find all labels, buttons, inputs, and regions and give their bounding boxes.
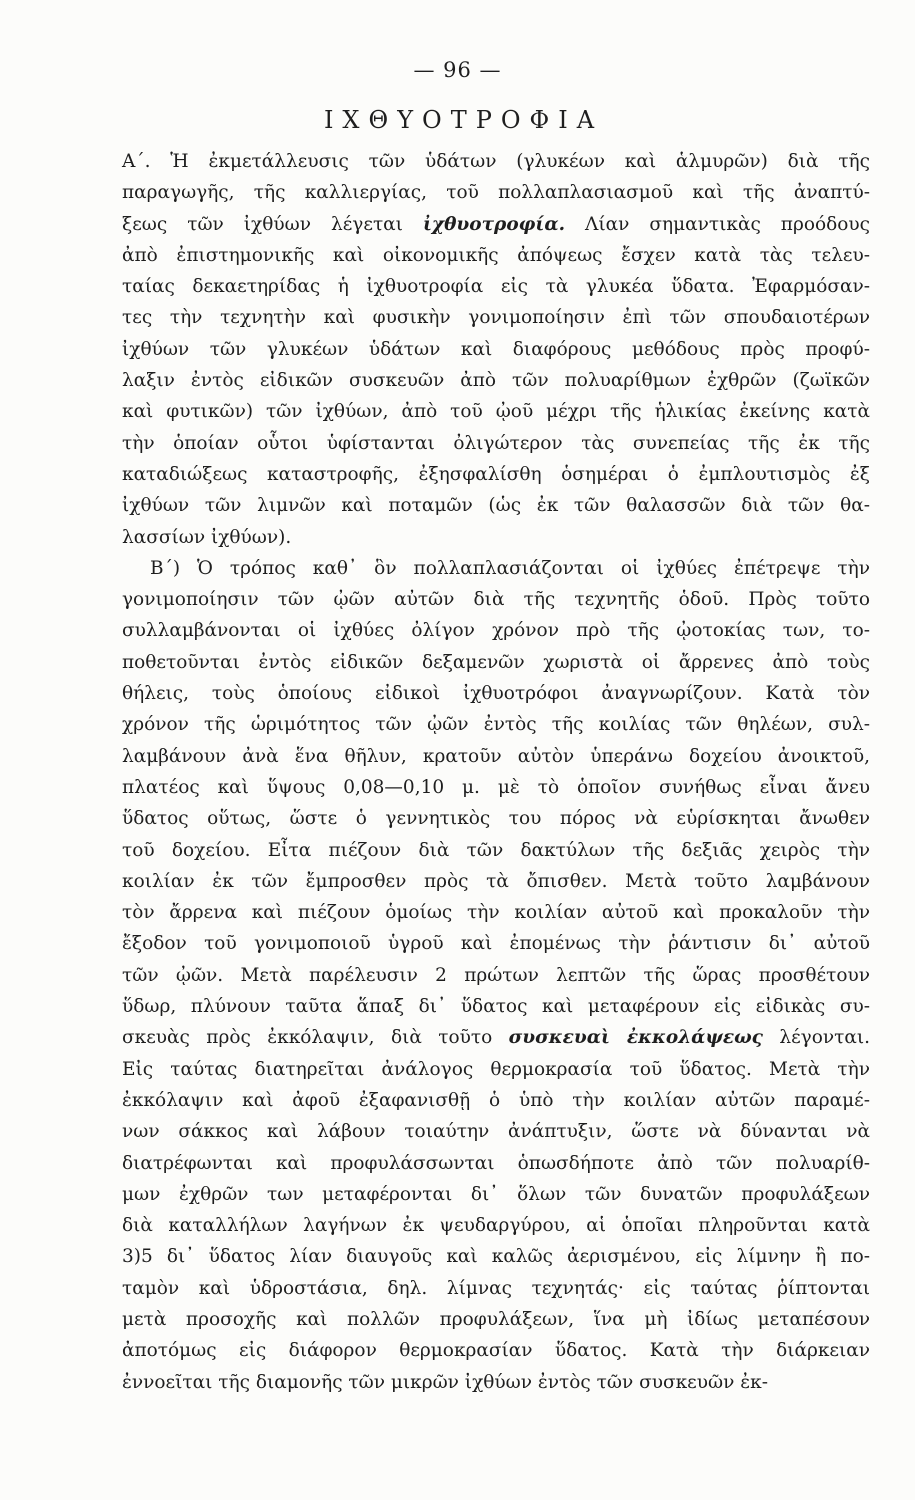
text-segment: ἰχθύων τῶν λιμνῶν καὶ ποταμῶν (ὡς ἐκ τῶν θαλασσῶν διὰ τῶν θα- — [122, 495, 870, 517]
text-line — [122, 1210, 870, 1241]
text-line — [122, 177, 870, 208]
text-line — [122, 772, 870, 803]
text-segment: μων ἐχθρῶν των μεταφέρονται δι᾽ ὅλων τῶν δυνατῶν προφυλάξεων — [122, 1183, 870, 1205]
text-segment: Α΄. Ἡ ἐκμετάλλευσις τῶν ὑδάτων (γλυκέων καὶ ἁλμυρῶν) διὰ τῆς — [122, 151, 870, 172]
text-segment: παραγωγῆς, τῆς καλλιεργίας, τοῦ πολλαπλασιασμοῦ καὶ τῆς ἀναπτύ- — [122, 182, 870, 204]
text-segment: ἔξοδον τοῦ γονιμοποιοῦ ὑγροῦ καὶ ἐπομένως τὴν ῥάντισιν δι᾽ αὐτοῦ — [122, 933, 870, 955]
text-line — [122, 741, 870, 772]
text-line — [122, 584, 870, 615]
page-title: ΙΧΘΥΟΤΡΟΦΙΑ — [323, 106, 604, 134]
text-segment: διατρέφωνται καὶ προφυλάσσωνται ὁπωσδήποτε ἀπὸ τῶν πολυαρίθ- — [122, 1152, 870, 1174]
text-line — [122, 1085, 870, 1116]
text-segment: ταίας δεκαετηρίδας ἡ ἰχθυοτροφία εἰς τὰ γλυκέα ὕδατα. Ἐφαρμόσαν- — [122, 276, 870, 298]
text-line — [122, 928, 870, 959]
text-line — [122, 1179, 870, 1210]
text-segment: τες τὴν τεχνητὴν καὶ φυσικὴν γονιμοποίησιν ἐπὶ τῶν σπουδαιοτέρων — [122, 307, 870, 329]
text-line — [122, 1367, 870, 1398]
text-line — [122, 991, 870, 1022]
text-line — [122, 334, 870, 365]
text-segment: λαμβάνουν ἀνὰ ἕνα θῆλυν, κρατοῦν αὐτὸν ὑπεράνω δοχείου ἀνοικτοῦ, — [122, 745, 870, 767]
text-segment: λασσίων ἰχθύων). — [122, 526, 292, 548]
text-segment: τὴν ὁποίαν οὗτοι ὑφίστανται ὀλιγώτερον τὰς συνεπείας τῆς ἐκ τῆς — [122, 432, 870, 454]
text-line — [122, 803, 870, 834]
text-segment: τῶν ᾠῶν. Μετὰ παρέλευσιν 2 πρώτων λεπτῶν τῆς ὥρας προσθέτουν — [122, 964, 870, 986]
text-line — [122, 396, 870, 427]
text-line — [122, 1022, 870, 1053]
text-segment: χρόνον τῆς ὡριμότητος τῶν ᾠῶν ἐντὸς τῆς κοιλίας τῶν θηλέων, συλ- — [122, 714, 870, 736]
text-line — [122, 1273, 870, 1304]
emphasized-term: συσκευαὶ ἐκκολάψεως — [508, 1027, 763, 1049]
text-line — [122, 146, 870, 177]
page-number: — 96 — — [413, 58, 502, 82]
text-line — [122, 678, 870, 709]
text-segment: 3)5 δι᾽ ὕδατος λίαν διαυγοῦς καὶ καλῶς ἀερισμένου, εἰς λίμνην ἢ πο- — [122, 1246, 870, 1268]
text-segment: γονιμοποίησιν τῶν ᾠῶν αὐτῶν διὰ τῆς τεχνητῆς ὁδοῦ. Πρὸς τοῦτο — [122, 589, 870, 611]
text-line — [122, 835, 870, 866]
text-line — [122, 1054, 870, 1085]
text-segment: θήλεις, τοὺς ὁποίους εἰδικοὶ ἰχθυοτρόφοι ἀναγνωρίζουν. Κατὰ τὸν — [122, 683, 870, 705]
text-segment: Λίαν σημαντικὰς προόδους — [565, 213, 871, 235]
text-segment: πλατέος καὶ ὕψους 0,08—0,10 μ. μὲ τὸ ὁποῖον συνήθως εἶναι ἄνευ — [122, 776, 870, 798]
text-line — [122, 1148, 870, 1179]
text-segment: ἐννοεῖται τῆς διαμονῆς τῶν μικρῶν ἰχθύων ἐντὸς τῶν συσκευῶν ἐκ- — [122, 1371, 768, 1393]
text-line — [122, 271, 870, 302]
text-line — [122, 553, 870, 584]
emphasized-term: ἰχθυοτροφία. — [422, 213, 566, 235]
text-segment: συλλαμβάνονται οἱ ἰχθύες ὀλίγον χρόνον πρὸ τῆς ᾠοτοκίας των, το- — [122, 620, 870, 642]
text-segment: ὕδατος οὕτως, ὥστε ὁ γεννητικὸς του πόρος νὰ εὑρίσκηται ἄνωθεν — [122, 808, 870, 830]
text-line — [122, 709, 870, 740]
text-segment: ἀποτόμως εἰς διάφορον θερμοκρασίαν ὕδατος. Κατὰ τὴν διάρκειαν — [122, 1340, 870, 1362]
text-line — [122, 490, 870, 521]
text-segment: μετὰ προσοχῆς καὶ πολλῶν προφυλάξεων, ἵνα μὴ ἰδίως μεταπέσουν — [122, 1308, 870, 1330]
text-line — [122, 1304, 870, 1335]
text-segment: τοῦ δοχείου. Εἶτα πιέζουν διὰ τῶν δακτύλων τῆς δεξιᾶς χειρὸς τὴν — [122, 839, 870, 861]
text-line — [122, 302, 870, 333]
text-segment: λέγονται. — [762, 1027, 870, 1049]
text-line — [122, 459, 870, 490]
text-line — [122, 615, 870, 646]
text-segment: νων σάκκος καὶ λάβουν τοιαύτην ἀνάπτυξιν, ὥστε νὰ δύνανται νὰ — [122, 1121, 870, 1143]
text-segment: καὶ φυτικῶν) τῶν ἰχθύων, ἀπὸ τοῦ ᾠοῦ μέχρι τῆς ἡλικίας ἐκείνης κατὰ — [122, 401, 870, 423]
text-line — [122, 1335, 870, 1366]
text-segment: διὰ καταλλήλων λαγήνων ἐκ ψευδαργύρου, αἱ ὁποῖαι πληροῦνται κατὰ — [122, 1215, 870, 1237]
text-line — [122, 209, 870, 240]
text-segment: Εἰς ταύτας διατηρεῖται ἀνάλογος θερμοκρασία τοῦ ὕδατος. Μετὰ τὴν — [122, 1058, 870, 1080]
text-line — [122, 240, 870, 271]
text-segment: σκευὰς πρὸς ἐκκόλαψιν, διὰ τοῦτο — [122, 1027, 509, 1049]
text-line — [122, 428, 870, 459]
text-line — [122, 1241, 870, 1272]
text-segment: ὕδωρ, πλύνουν ταῦτα ἅπαξ δι᾽ ὕδατος καὶ μεταφέρουν εἰς εἰδικὰς συ- — [122, 996, 870, 1018]
text-segment: ἰχθύων τῶν γλυκέων ὑδάτων καὶ διαφόρους μεθόδους πρὸς προφύ- — [122, 338, 870, 360]
text-segment: ποθετοῦνται ἐντὸς εἰδικῶν δεξαμενῶν χωριστὰ οἱ ἄρρενες ἀπὸ τοὺς — [122, 651, 870, 673]
text-segment: ἐκκόλαψιν καὶ ἀφοῦ ἐξαφανισθῇ ὁ ὑπὸ τὴν κοιλίαν αὐτῶν παραμέ- — [122, 1089, 870, 1111]
text-line — [122, 365, 870, 396]
text-segment: ταμὸν καὶ ὑδροστάσια, δηλ. λίμνας τεχνητάς· εἰς ταύτας ῥίπτονται — [122, 1277, 870, 1299]
text-segment: καταδιώξεως καταστροφῆς, ἐξησφαλίσθη ὁσημέραι ὁ ἐμπλουτισμὸς ἐξ — [122, 463, 870, 485]
text-line — [122, 522, 870, 553]
text-line — [122, 897, 870, 928]
text-segment: Β΄) Ὁ τρόπος καθ᾽ ὃν πολλαπλασιάζονται οἱ ἰχθύες ἐπέτρεψε τὴν — [150, 557, 870, 579]
text-line — [122, 960, 870, 991]
text-line — [122, 647, 870, 678]
text-segment: κοιλίαν ἐκ τῶν ἔμπροσθεν πρὸς τὰ ὄπισθεν. Μετὰ τοῦτο λαμβάνουν — [122, 870, 870, 892]
text-segment: ξεως τῶν ἰχθύων λέγεται — [122, 213, 423, 235]
text-line — [122, 1116, 870, 1147]
text-segment: ἀπὸ ἐπιστημονικῆς καὶ οἰκονομικῆς ἀπόψεως ἔσχεν κατὰ τὰς τελευ- — [122, 244, 870, 266]
text-segment: τὸν ἄρρενα καὶ πιέζουν ὁμοίως τὴν κοιλίαν αὐτοῦ καὶ προκαλοῦν τὴν — [122, 902, 870, 924]
text-segment: λαξιν ἐντὸς εἰδικῶν συσκευῶν ἀπὸ τῶν πολυαρίθμων ἐχθρῶν (ζωϊκῶν — [122, 370, 870, 392]
text-line — [122, 866, 870, 897]
body-text — [122, 146, 870, 1398]
